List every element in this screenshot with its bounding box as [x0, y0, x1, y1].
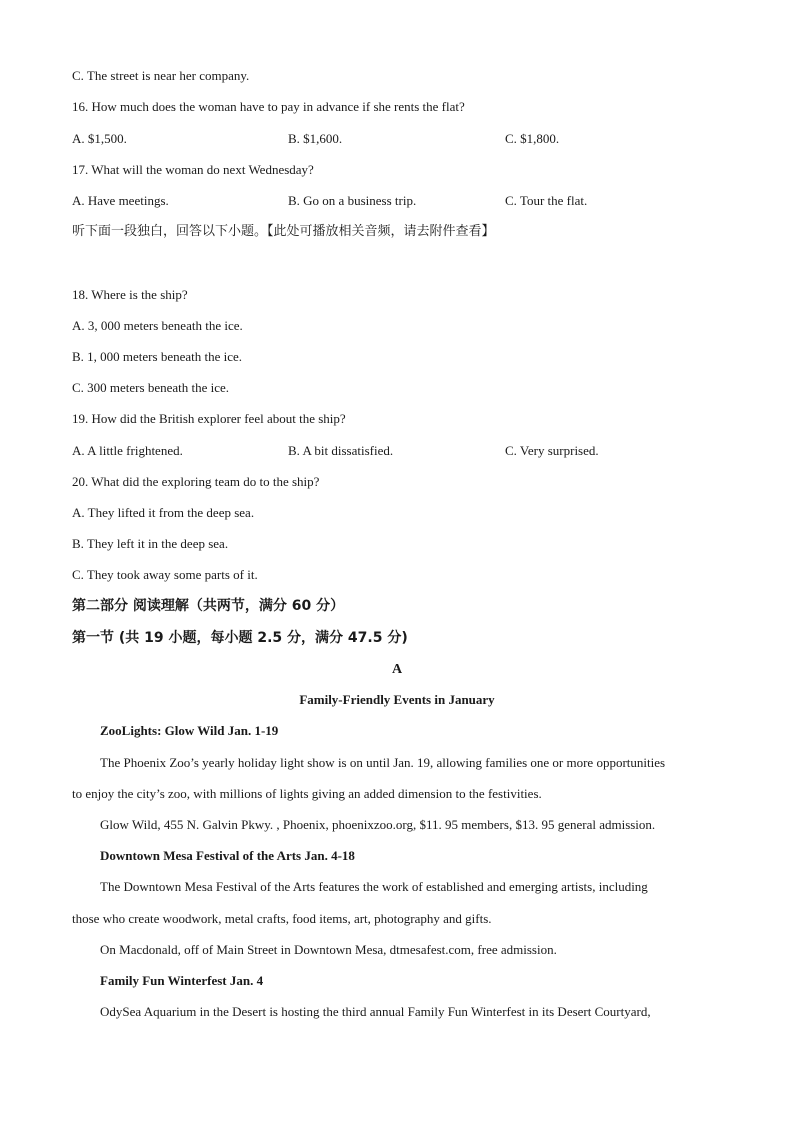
option-17b: B. Go on a business trip.: [288, 193, 417, 208]
option-17a: A. Have meetings.: [72, 193, 169, 208]
part-two-heading: 第二部分 阅读理解（共两节，满分 60 分）: [72, 598, 345, 614]
option-15c: C. The street is near her company.: [72, 68, 250, 83]
question-18: 18. Where is the ship?: [72, 287, 188, 302]
option-19a: A. A little frightened.: [72, 443, 183, 458]
question-17: 17. What will the woman do next Wednesday?: [72, 162, 314, 177]
event-1-paragraph-line-2: to enjoy the city’s zoo, with millions of lights giving an added dimension to the festivities.: [72, 786, 542, 801]
event-2-title: Downtown Mesa Festival of the Arts Jan. 4-18: [100, 848, 355, 863]
listening-instruction: 听下面一段独白，回答以下小题。【此处可播放相关音频，请去附件查看】: [72, 224, 495, 239]
option-18a: A. 3, 000 meters beneath the ice.: [72, 318, 243, 333]
event-2-paragraph-line-2: those who create woodwork, metal crafts, food items, art, photography and gifts.: [72, 911, 492, 926]
option-20c: C. They took away some parts of it.: [72, 567, 258, 582]
option-19b: B. A bit dissatisfied.: [288, 443, 394, 458]
option-17c: C. Tour the flat.: [505, 193, 588, 208]
option-18c: C. 300 meters beneath the ice.: [72, 380, 230, 395]
event-1-paragraph-line-1: The Phoenix Zoo’s yearly holiday light show is on until Jan. 19, allowing families one or more opportunities: [100, 755, 666, 770]
section-one-heading: 第一节 (共 19 小题，每小题 2.5 分，满分 47.5 分): [72, 630, 408, 646]
event-2-paragraph-line-1: The Downtown Mesa Festival of the Arts features the work of established and emerging artists, including: [100, 879, 648, 894]
event-2-details: On Macdonald, off of Main Street in Downtown Mesa, dtmesafest.com, free admission.: [100, 942, 557, 957]
option-18b: B. 1, 000 meters beneath the ice.: [72, 349, 243, 364]
event-1-title: ZooLights: Glow Wild Jan. 1-19: [100, 723, 279, 738]
option-20a: A. They lifted it from the deep sea.: [72, 505, 255, 520]
option-16c: C. $1,800.: [505, 131, 560, 146]
question-16: 16. How much does the woman have to pay in advance if she rents the flat?: [72, 99, 465, 114]
passage-title: Family-Friendly Events in January: [299, 692, 495, 707]
event-3-title: Family Fun Winterfest Jan. 4: [100, 973, 264, 988]
question-19: 19. How did the British explorer feel about the ship?: [72, 411, 346, 426]
passage-letter: A: [391, 662, 403, 677]
option-19c: C. Very surprised.: [505, 443, 599, 458]
option-16b: B. $1,600.: [288, 131, 343, 146]
event-3-paragraph-line-1: OdySea Aquarium in the Desert is hosting the third annual Family Fun Winterfest in its Desert Courtyard,: [100, 1004, 651, 1019]
option-16a: A. $1,500.: [72, 131, 127, 146]
event-1-details: Glow Wild, 455 N. Galvin Pkwy. , Phoenix, phoenixzoo.org, $11. 95 members, $13. 95 general admission.: [100, 817, 656, 832]
option-20b: B. They left it in the deep sea.: [72, 536, 229, 551]
question-20: 20. What did the exploring team do to the ship?: [72, 474, 320, 489]
